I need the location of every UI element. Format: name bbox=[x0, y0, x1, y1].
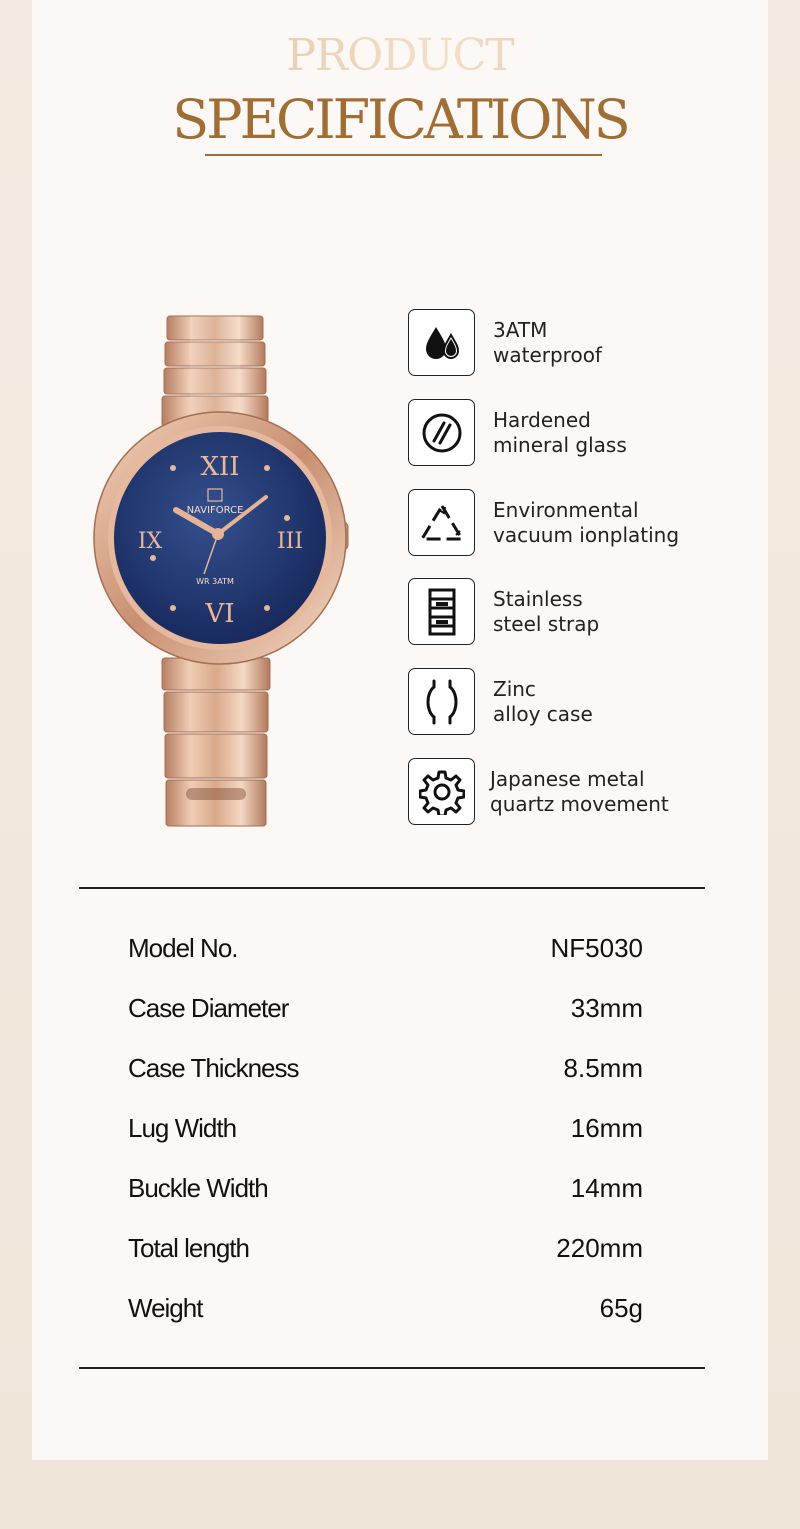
feature-quartz-movement: Japanese metal quartz movement bbox=[408, 758, 768, 826]
spec-row: Weight 65g bbox=[128, 1293, 643, 1323]
spec-row: Case Thickness 8.5mm bbox=[128, 1053, 643, 1083]
spec-row: Case Diameter 33mm bbox=[128, 993, 643, 1023]
table-top-rule bbox=[79, 887, 705, 889]
feature-waterproof: 3ATM waterproof bbox=[408, 309, 768, 377]
spec-row: Model No. NF5030 bbox=[128, 933, 643, 963]
feature-ionplating: Environmental vacuum ionplating bbox=[408, 489, 768, 557]
feature-mineral-glass: Hardened mineral glass bbox=[408, 399, 768, 467]
numeral-3: III bbox=[276, 529, 304, 554]
page-title: SPECIFICATIONS bbox=[172, 88, 628, 151]
spec-row: Buckle Width 14mm bbox=[128, 1173, 643, 1203]
recycle-triangle-icon bbox=[418, 501, 466, 545]
gear-icon bbox=[419, 769, 465, 815]
numeral-12: XII bbox=[200, 452, 240, 482]
spec-row: Total length 220mm bbox=[128, 1233, 643, 1263]
numeral-9: IX bbox=[137, 529, 163, 554]
title-underline bbox=[205, 154, 602, 156]
table-bottom-rule bbox=[79, 1367, 705, 1369]
top-strap bbox=[162, 316, 268, 426]
spec-row: Lug Width 16mm bbox=[128, 1113, 643, 1143]
dial-text: WR 3ATM bbox=[196, 577, 234, 586]
water-drops-icon bbox=[420, 321, 464, 365]
feature-zinc-case: Zinc alloy case bbox=[408, 668, 768, 736]
glass-icon bbox=[420, 411, 464, 455]
brand-label: NAVIFORCE bbox=[186, 505, 244, 516]
numeral-6: VI bbox=[205, 599, 235, 629]
title-top: PRODUCT bbox=[0, 30, 800, 81]
strap-links-icon bbox=[420, 587, 464, 637]
bottom-strap bbox=[162, 658, 270, 826]
watch-image bbox=[90, 312, 360, 832]
case-icon bbox=[420, 677, 464, 727]
feature-stainless-strap: Stainless steel strap bbox=[408, 578, 768, 646]
